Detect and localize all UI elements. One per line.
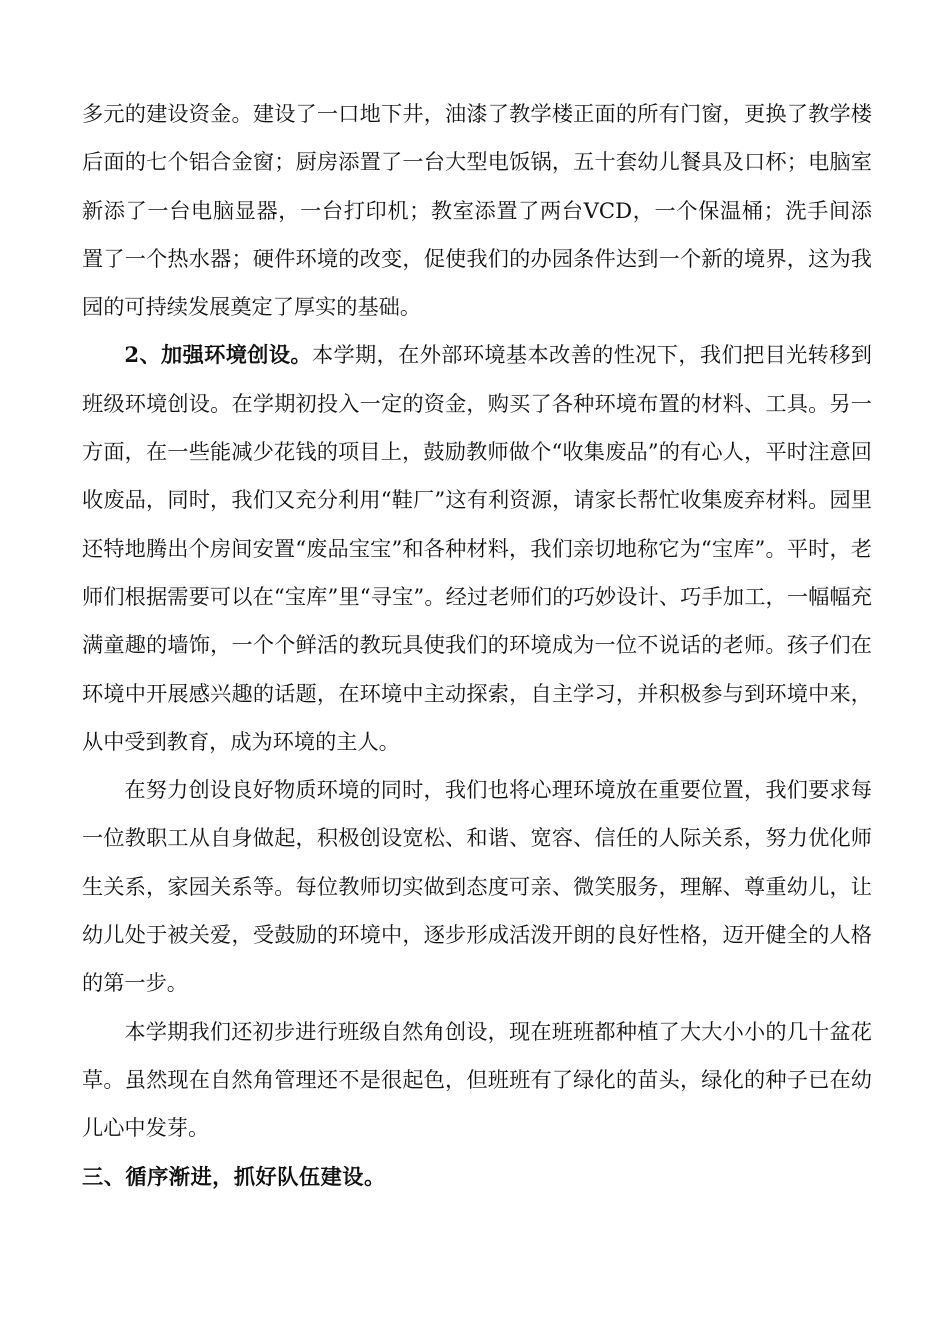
paragraph-environment-body: 本学期，在外部环境基本改善的性况下，我们把目光转移到班级环境创设。在学期初投入一定的资金，购买了各种环境布置的材料、工具。另一方面，在一些能减少花钱的项目上，鼓励教师做个“收集废品”的有心人，平时注意回收废品，同时，我们又充分利用“鞋厂”这有利资源，请家长帮忙收集废弃材料。园里还特地腾出个房间安置“废品宝宝”和各种材料，我们亲切地称它为“宝库”。平时，老师们根据需要可以在“宝库”里“寻宝”。经过老师们的巧妙设计、巧手加工，一幅幅充满童趣的墙饰，一个个鲜活的教玩具使我们的环境成为一位不说话的老师。孩子们在环境中开展感兴趣的话题，在环境中主动探索，自主学习，并积极参与到环境中来，从中受到教育，成为环境的主人。: [82, 342, 872, 754]
paragraph-funding: 多元的建设资金。建设了一口地下井，油漆了教学楼正面的所有门窗，更换了教学楼后面的七个铝合金窗；厨房添置了一台大型电饭锅，五十套幼儿餐具及口杯；电脑室新添了一台电脑显器，一台打印机；教室添置了两台VCD，一个保温桶；洗手间添置了一个热水器；硬件环境的改变，促使我们的办园条件达到一个新的境界，这为我园的可持续发展奠定了厚实的基础。: [82, 101, 872, 320]
paragraph-nature-corner: 本学期我们还初步进行班级自然角创设，现在班班都种植了大大小小的几十盆花草。虽然现在自然角管理还不是很起色，但班班有了绿化的苗头，绿化的种子已在幼儿心中发芽。: [82, 1018, 872, 1141]
section-heading-team-building: 三、循序渐进，抓好队伍建设。: [82, 1163, 386, 1189]
document-page: [82, 90, 872, 1201]
paragraph-environment-creation: [82, 331, 872, 766]
paragraph-psychological-environment: 在努力创设良好物质环境的同时，我们也将心理环境放在重要位置，我们要求每一位教职工从自身做起，积极创设宽松、和谐、宽容、信任的人际关系，努力优化师生关系，家园关系等。每位教师切实做到态度可亲、微笑服务，理解、尊重幼儿，让幼儿处于被关爱，受鼓励的环境中，逐步形成活泼开朗的良好性格，迈开健全的人格的第一步。: [82, 777, 872, 996]
subheading-environment: 2、加强环境创设。: [124, 342, 312, 368]
